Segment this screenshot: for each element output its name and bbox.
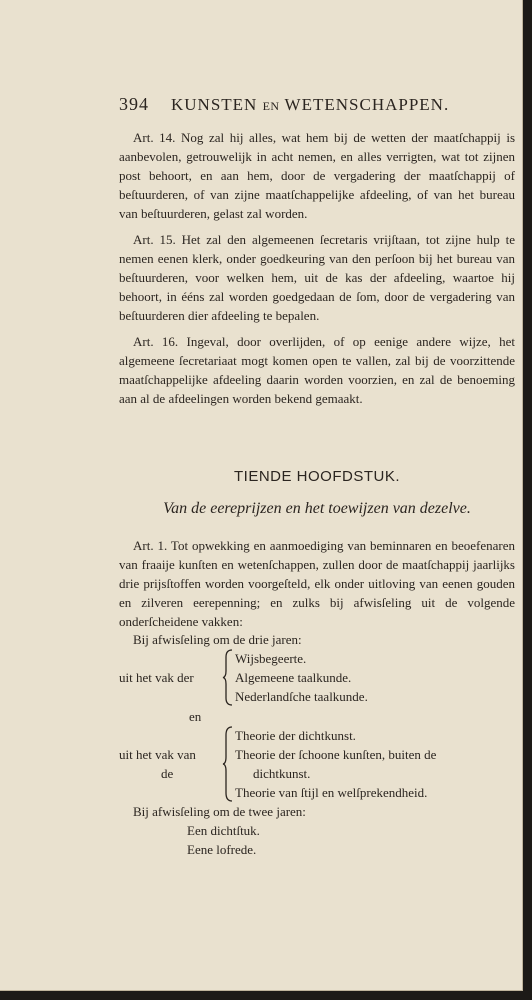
page-number: 394 bbox=[119, 94, 149, 114]
two-year-item: Eene lofrede. bbox=[187, 842, 257, 857]
brace-icon bbox=[222, 726, 234, 802]
group2-item: Theorie van ſtijl en welſprekendheid. bbox=[235, 785, 428, 800]
group2-items bbox=[235, 726, 515, 802]
group1-item: Algemeene taalkunde. bbox=[235, 670, 352, 685]
running-title-mid: EN bbox=[262, 99, 280, 113]
rotation-two-years: Bij afwisſeling om de twee jaren: bbox=[133, 804, 306, 819]
article-16: Art. 16. Ingeval, door overlijden, of op eenige andere wijze, het algemeene ſecretariaat mogt komen open te vallen, zal bij de voorzittende maatſchappelijke afdeeling daarin worden voorzien, en zal de benoeming aan al de afdeelingen worden bekend gemaakt. bbox=[119, 334, 515, 406]
group2-label-1: uit het vak van bbox=[119, 747, 196, 762]
group2-label-2: de bbox=[161, 766, 174, 781]
two-year-item: Een dichtſtuk. bbox=[187, 823, 260, 838]
group2-item: Theorie der dichtkunst. bbox=[235, 728, 356, 743]
article-1 bbox=[119, 536, 515, 631]
conjunction-en: en bbox=[189, 709, 202, 724]
brace-group-1 bbox=[119, 649, 515, 706]
articles-top bbox=[119, 128, 515, 408]
group1-item: Wijsbegeerte. bbox=[235, 651, 307, 666]
rotation-three-years: Bij afwisſeling om de drie jaren: bbox=[133, 632, 302, 647]
running-title-right: WETENSCHAPPEN. bbox=[284, 95, 450, 114]
group2-item: Theorie der ſchoone kunſten, buiten de bbox=[235, 747, 437, 762]
page-header bbox=[119, 94, 515, 115]
article-14: Art. 14. Nog zal hij alles, wat hem bij de wetten der maatſchappij is aanbevolen, getrouwelijk in acht nemen, en alles verrigten, wat tot zijnen post behoort, en aan hem, door de vergadering der maatſchappij of beſtuurderen, of van zijne maatſchappelijke afdeeling, of van het bureau van beſtuurderen, gelast zal worden. bbox=[119, 130, 515, 221]
article-15: Art. 15. Het zal den algemeenen ſecretaris vrijſtaan, tot zijne hulp te nemen eenen klerk, onder goedkeuring van den perſoon bij het bureau van beſtuurderen, voor welken hem, uit de kas der afdeeling, waartoe hij behoort, in ééns zal worden goedgedaan de ſom, door de vergadering van beſtuurderen dier afdeeling te bepalen. bbox=[119, 232, 515, 323]
article-1-text: Art. 1. Tot opwekking en aanmoediging van beminnaren en beoefenaren van fraaije kunſten en wetenſchappen, zullen door de maatſchappij jaarlijks drie prijsſtoffen worden voorgeſteld, elk onder uitloving van eenen gouden en zilveren eerepenning; en zulks bij afwisſeling uit de volgende onderſcheidene vakken: bbox=[119, 538, 515, 629]
group1-item: Nederlandſche taalkunde. bbox=[235, 689, 368, 704]
brace-group-2 bbox=[119, 726, 515, 802]
brace-icon bbox=[222, 649, 234, 706]
group2-item-long bbox=[235, 745, 515, 764]
running-title-left: KUNSTEN bbox=[171, 95, 258, 114]
chapter-heading: TIENDE HOOFDSTUK. bbox=[233, 468, 400, 485]
group1-label: uit het vak der bbox=[119, 670, 194, 685]
group2-item-cont: dichtkunst. bbox=[253, 766, 311, 781]
group1-items bbox=[235, 649, 515, 706]
running-title bbox=[171, 95, 449, 115]
chapter-subheading: Van de eereprijzen en het toewijzen van dezelve. bbox=[163, 500, 471, 517]
